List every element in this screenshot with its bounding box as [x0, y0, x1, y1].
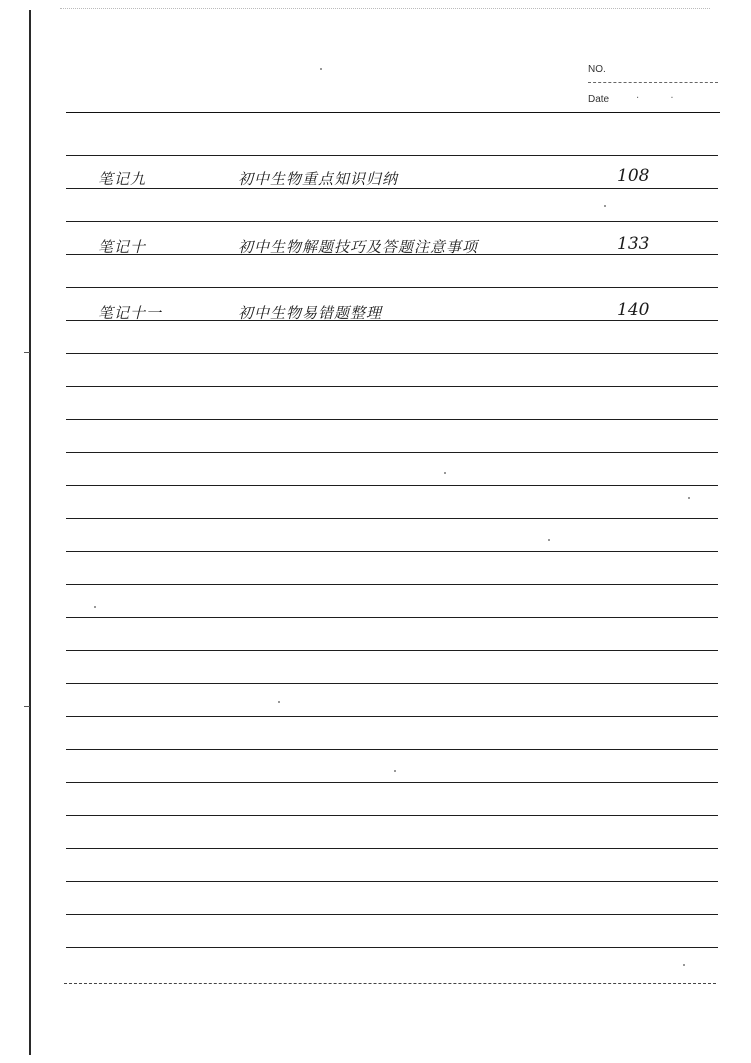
- toc-entry: [0, 236, 751, 266]
- ruled-line: [66, 683, 718, 684]
- ruled-line: [66, 782, 718, 783]
- ruled-line: [66, 815, 718, 816]
- ruled-line: [66, 584, 718, 585]
- toc-entry-page: 140: [617, 300, 650, 320]
- ruled-line: [66, 914, 718, 915]
- ruled-line: [66, 617, 718, 618]
- ruled-line: [66, 848, 718, 849]
- toc-entry: [0, 302, 751, 332]
- toc-entry: [0, 168, 751, 198]
- paper-speck: [320, 68, 322, 70]
- ruled-line: [66, 287, 718, 288]
- binding-margin-line: [29, 10, 31, 1055]
- header-no-line: [588, 82, 718, 83]
- top-edge-dots: [60, 8, 710, 10]
- paper-speck: [683, 964, 685, 966]
- paper-speck: [278, 701, 280, 703]
- ruled-line: [66, 485, 718, 486]
- ruled-line: [66, 947, 718, 948]
- ruled-line: [66, 221, 718, 222]
- paper-speck: [548, 539, 550, 541]
- bottom-dashed-rule: [64, 983, 716, 984]
- ruled-line: [66, 650, 718, 651]
- ruled-line: [66, 353, 718, 354]
- toc-entry-page: 133: [617, 234, 650, 254]
- ruled-line: [66, 386, 718, 387]
- ruled-line: [66, 716, 718, 717]
- toc-entry-title: 初中生物重点知识归纳: [238, 170, 399, 188]
- header-date-label: Date: [588, 94, 610, 105]
- binding-tick: [24, 706, 30, 707]
- paper-speck: [94, 606, 96, 608]
- toc-entry-section: 笔记十: [98, 238, 147, 256]
- ruled-line: [66, 881, 718, 882]
- binding-tick: [24, 352, 30, 353]
- toc-entry-title: 初中生物易错题整理: [238, 304, 383, 322]
- ruled-line: [66, 419, 718, 420]
- ruled-line: [66, 551, 718, 552]
- header-no-label: NO.: [588, 64, 606, 75]
- header-date-dots: · ·: [636, 93, 688, 104]
- ruled-line: [66, 518, 718, 519]
- paper-speck: [394, 770, 396, 772]
- ruled-line: [66, 749, 718, 750]
- toc-entry-section: 笔记九: [98, 170, 147, 188]
- paper-speck: [604, 205, 606, 207]
- toc-entry-title: 初中生物解题技巧及答题注意事项: [238, 238, 479, 256]
- ruled-line: [66, 155, 718, 156]
- toc-entry-page: 108: [617, 166, 650, 186]
- toc-entry-section: 笔记十一: [98, 304, 163, 322]
- paper-speck: [444, 472, 446, 474]
- ruled-line: [66, 452, 718, 453]
- header-rule: [66, 112, 720, 113]
- paper-speck: [688, 497, 690, 499]
